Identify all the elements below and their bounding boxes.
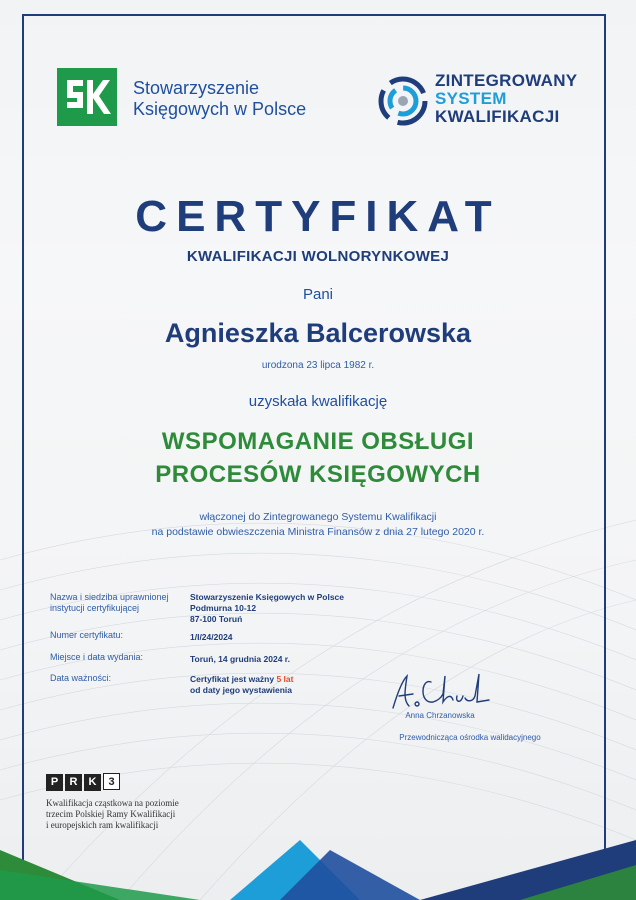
institution-line2: Podmurna 10-12: [190, 603, 257, 613]
prk-level: 3: [103, 773, 120, 790]
validity-prefix: Certyfikat jest ważny: [190, 674, 277, 684]
validity-label: Data ważności:: [50, 673, 112, 683]
skwp-name-line1: Stowarzyszenie: [133, 78, 260, 98]
zsk-logo-text: [435, 72, 577, 126]
validity-years: 5 lat: [276, 674, 294, 684]
qualification-line1: WSPOMAGANIE OBSŁUGI: [161, 428, 475, 455]
validity-value: [190, 674, 293, 696]
prk-text-line3: i europejskich ram kwalifikacji: [46, 820, 159, 830]
birth-date: urodzona 23 lipca 1982 r.: [261, 360, 375, 371]
institution-line3: 87-100 Toruń: [190, 614, 243, 624]
number-label: Numer certyfikatu:: [50, 630, 124, 640]
signatory-name: Anna Chrzanowska: [405, 711, 475, 720]
institution-value: [190, 592, 344, 625]
signatory-role: Przewodnicząca ośrodka walidacyjnego: [399, 733, 541, 742]
prk-letter-k: K: [84, 774, 101, 791]
certificate-title: CERTYFIKAT: [135, 192, 501, 241]
zsk-line2: SYSTEM: [435, 89, 507, 108]
skwp-name-line2: Księgowych w Polsce: [133, 99, 307, 119]
validity-line2: od daty jego wystawienia: [190, 685, 293, 695]
number-value: 1/I/24/2024: [190, 632, 233, 642]
zsk-line3: KWALIFIKACJI: [435, 107, 560, 126]
institution-line1: Stowarzyszenie Księgowych w Polsce: [190, 592, 345, 602]
skwp-logo: [57, 68, 117, 131]
bottom-decoration: [0, 830, 636, 900]
certificate-subtitle: KWALIFIKACJI WOLNORYNKOWEJ: [186, 248, 450, 265]
institution-label-line1: Nazwa i siedziba uprawnionej: [50, 592, 169, 602]
prk-badge: [46, 772, 122, 791]
prk-letter-r: R: [65, 774, 82, 791]
inclusion-line2: na podstawie obwieszczenia Ministra Finansów z dnia 27 lutego 2020 r.: [151, 526, 485, 538]
prk-description: [46, 798, 179, 831]
institution-label: [50, 592, 169, 614]
signature-mark: [385, 668, 505, 714]
prk-letter-p: P: [46, 774, 63, 791]
salutation: Pani: [302, 286, 334, 303]
holder-name: Agnieszka Balcerowska: [164, 318, 472, 348]
place-label: Miejsce i data wydania:: [50, 652, 144, 662]
place-value: Toruń, 14 grudnia 2024 r.: [190, 654, 290, 664]
skwp-name: [133, 78, 306, 120]
prk-text-line1: Kwalifikacja cząstkowa na poziomie: [46, 798, 179, 808]
validity-line1: [190, 674, 293, 685]
inclusion-text: [0, 510, 636, 540]
qualification-line2: PROCESÓW KSIĘGOWYCH: [155, 461, 481, 488]
qualification-name: [0, 425, 636, 491]
inclusion-line1: włączonej do Zintegrowanego Systemu Kwalifikacji: [199, 511, 437, 523]
skwp-logo-icon: [57, 68, 117, 126]
zsk-logo-icon: [376, 74, 430, 128]
institution-label-line2: instytucji certyfikującej: [50, 603, 140, 613]
zsk-line1: ZINTEGROWANY: [435, 71, 578, 90]
obtained-text: uzyskała kwalifikację: [248, 393, 388, 410]
prk-text-line2: trzecim Polskiej Ramy Kwalifikacji: [46, 809, 176, 819]
